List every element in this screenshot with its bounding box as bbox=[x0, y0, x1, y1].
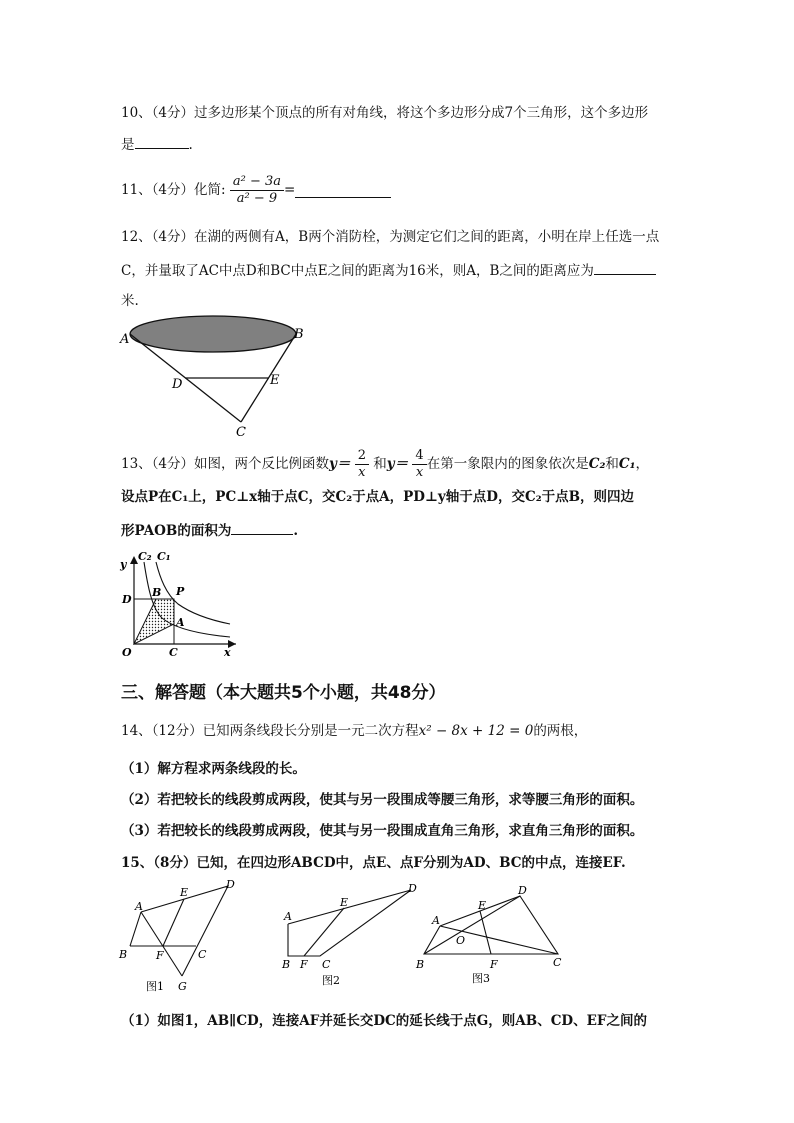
q14-number: 14、 bbox=[121, 723, 152, 739]
fig1-label-e: E bbox=[180, 886, 189, 899]
label-c: C bbox=[169, 646, 178, 659]
q13-text3: 形PAOB的面积为 bbox=[121, 523, 232, 539]
q12-text2: C，并量取了AC中点D和BC中点E之间的距离为16米，则A，B之间的距离应为 bbox=[121, 263, 594, 279]
fig3-label-b: B bbox=[416, 958, 425, 971]
fig1-ef bbox=[163, 899, 184, 946]
q14-sub2: （2）若把较长的线段剪成两段，使其与另一段围成等腰三角形，求等腰三角形的面积。 bbox=[121, 792, 644, 808]
label-p: P bbox=[176, 585, 185, 598]
q15-figure2 bbox=[276, 880, 425, 990]
fig2-label-d: D bbox=[408, 882, 417, 895]
q13-line1 bbox=[121, 448, 649, 480]
label-a: A bbox=[120, 332, 130, 347]
q12-text1: 在湖的两侧有A，B两个消防栓，为测定它们之间的距离，小明在岸上任选一点 bbox=[194, 229, 660, 245]
q10-suffix: . bbox=[188, 137, 193, 153]
q12-text3: 米. bbox=[121, 293, 139, 309]
q11-points: （4分） bbox=[151, 182, 195, 198]
q13-and: 和 bbox=[605, 456, 619, 472]
q13-c1: C₁ bbox=[618, 456, 636, 472]
q14-text-end: 的两根， bbox=[533, 723, 588, 739]
fig1-label-a: A bbox=[135, 900, 143, 913]
q15-sub1: （1）如图1，AB∥CD，连接AF并延长交DC的延长线于点G，则AB、CD、EF之间的 bbox=[121, 1013, 648, 1029]
label-c1: C₁ bbox=[157, 550, 171, 563]
q15-number: 15、 bbox=[121, 855, 154, 871]
label-e: E bbox=[270, 373, 280, 388]
q14-text: 已知两条线段长分别是一元二次方程 bbox=[202, 723, 419, 739]
fig3-label-a: A bbox=[432, 914, 440, 927]
q12-line1 bbox=[121, 228, 659, 246]
q12-points: （4分） bbox=[151, 229, 195, 245]
label-d: D bbox=[122, 593, 132, 606]
q15-points: （8分） bbox=[153, 855, 197, 871]
q13-func1-num: 2 bbox=[355, 448, 369, 465]
q13-func2-den: x bbox=[415, 465, 424, 480]
q15-figure1 bbox=[116, 878, 242, 996]
q10-answer-blank[interactable] bbox=[135, 134, 189, 149]
q10-prefix: 是 bbox=[121, 137, 135, 153]
q14-sub3: （3）若把较长的线段剪成两段，使其与另一段围成直角三角形，求直角三角形的面积。 bbox=[121, 823, 644, 839]
fig1-label-c: C bbox=[198, 948, 207, 961]
q13-text2: 设点P在C₁上，PC⊥x轴于点C，交C₂于点A，PD⊥y轴于点D，交C₂于点B，则四边 bbox=[121, 489, 635, 505]
y-axis-arrow bbox=[130, 556, 138, 564]
label-x: x bbox=[224, 646, 231, 659]
fig2-label-f: F bbox=[300, 958, 308, 971]
q14-line bbox=[121, 722, 587, 740]
fig1-label-f: F bbox=[156, 949, 164, 962]
q12-line3 bbox=[121, 292, 139, 310]
fig1-label-d: D bbox=[226, 878, 235, 891]
q13-hyperbola-figure bbox=[118, 548, 242, 660]
q14-points: （12分） bbox=[151, 723, 203, 739]
label-b: B bbox=[294, 327, 304, 342]
q13-number: 13、 bbox=[121, 456, 152, 472]
fig3-label-f: F bbox=[490, 958, 498, 971]
q14-equation: x² − 8x + 12 = 0 bbox=[418, 723, 534, 739]
q13-text-b: 在第一象限内的图象依次是 bbox=[426, 456, 589, 472]
q11-denominator: a² − 9 bbox=[236, 191, 278, 206]
fig1-caption: 图1 bbox=[146, 980, 164, 993]
q14-sub1: （1）解方程求两条线段的长。 bbox=[121, 761, 306, 777]
label-y: y bbox=[120, 558, 127, 571]
q15-figure3 bbox=[412, 882, 572, 990]
q12-answer-blank[interactable] bbox=[594, 260, 656, 275]
fig2-label-e: E bbox=[340, 896, 349, 909]
q15-line bbox=[121, 854, 626, 872]
q12-line2 bbox=[121, 260, 656, 280]
q13-answer-blank[interactable] bbox=[231, 520, 293, 535]
q11-number: 11、 bbox=[121, 182, 152, 198]
q13-func1-lhs: y＝ bbox=[329, 456, 351, 472]
q11-fraction bbox=[230, 174, 284, 207]
label-o: O bbox=[122, 646, 132, 659]
fig2-label-a: A bbox=[284, 910, 292, 923]
q10-number: 10、 bbox=[121, 105, 152, 121]
q13-c2: C₂ bbox=[588, 456, 606, 472]
fig3-label-e: E bbox=[478, 899, 487, 912]
label-d: D bbox=[172, 377, 183, 392]
fig2-quadrilateral bbox=[288, 890, 411, 956]
q13-points: （4分） bbox=[151, 456, 195, 472]
q13-func1-fraction bbox=[355, 448, 369, 481]
fig2-caption: 图2 bbox=[322, 974, 340, 987]
q13-suffix: . bbox=[293, 523, 299, 539]
q11-numerator: a² − 3a bbox=[230, 174, 284, 191]
fig3-label-c: C bbox=[553, 956, 562, 969]
q13-line3 bbox=[121, 520, 298, 540]
q11-text: 化简: bbox=[194, 182, 226, 198]
fig1-label-g: G bbox=[178, 980, 187, 993]
fig3-quadrilateral bbox=[424, 896, 558, 954]
lake-ellipse bbox=[130, 316, 296, 352]
fig1-label-b: B bbox=[119, 948, 128, 961]
q13-line2 bbox=[121, 488, 634, 506]
q13-func2-num: 4 bbox=[412, 448, 426, 465]
fig2-label-b: B bbox=[282, 958, 291, 971]
q15-text: 已知，在四边形ABCD中，点E、点F分别为AD、BC的中点，连接EF. bbox=[196, 855, 626, 871]
fig1-ab bbox=[130, 912, 141, 946]
fig3-caption: 图3 bbox=[472, 972, 490, 985]
q10-points: （4分） bbox=[151, 105, 195, 121]
fig3-label-o: O bbox=[456, 934, 466, 947]
label-c2: C₂ bbox=[138, 550, 152, 563]
q13-func2-fraction bbox=[412, 448, 426, 481]
label-c: C bbox=[236, 425, 246, 440]
q11-equals: = bbox=[284, 182, 296, 198]
section3-title: 三、解答题（本大题共5个小题，共48分） bbox=[121, 683, 446, 703]
q10-text: 过多边形某个顶点的所有对角线，将这个多边形分成7个三角形，这个多边形 bbox=[194, 105, 649, 121]
fig1-ag bbox=[141, 912, 182, 976]
q10-line2 bbox=[121, 134, 193, 154]
q11-answer-blank[interactable] bbox=[295, 183, 391, 198]
label-b: B bbox=[152, 586, 162, 599]
q13-text-a: 如图，两个反比例函数 bbox=[194, 456, 330, 472]
q12-number: 12、 bbox=[121, 229, 152, 245]
q13-conj: 和 bbox=[373, 456, 387, 472]
q13-func1-den: x bbox=[358, 465, 366, 480]
fig2-label-c: C bbox=[322, 958, 331, 971]
q10-line1 bbox=[121, 104, 648, 122]
q13-func2-lhs: y＝ bbox=[386, 456, 409, 472]
fig2-ef bbox=[304, 908, 344, 956]
q11-line bbox=[121, 170, 391, 210]
fig3-label-d: D bbox=[518, 884, 527, 897]
q12-lake-figure bbox=[116, 312, 316, 440]
q13-text-b-end: ， bbox=[635, 456, 650, 472]
label-a: A bbox=[176, 616, 185, 629]
fig1-ad-dc bbox=[141, 886, 228, 976]
